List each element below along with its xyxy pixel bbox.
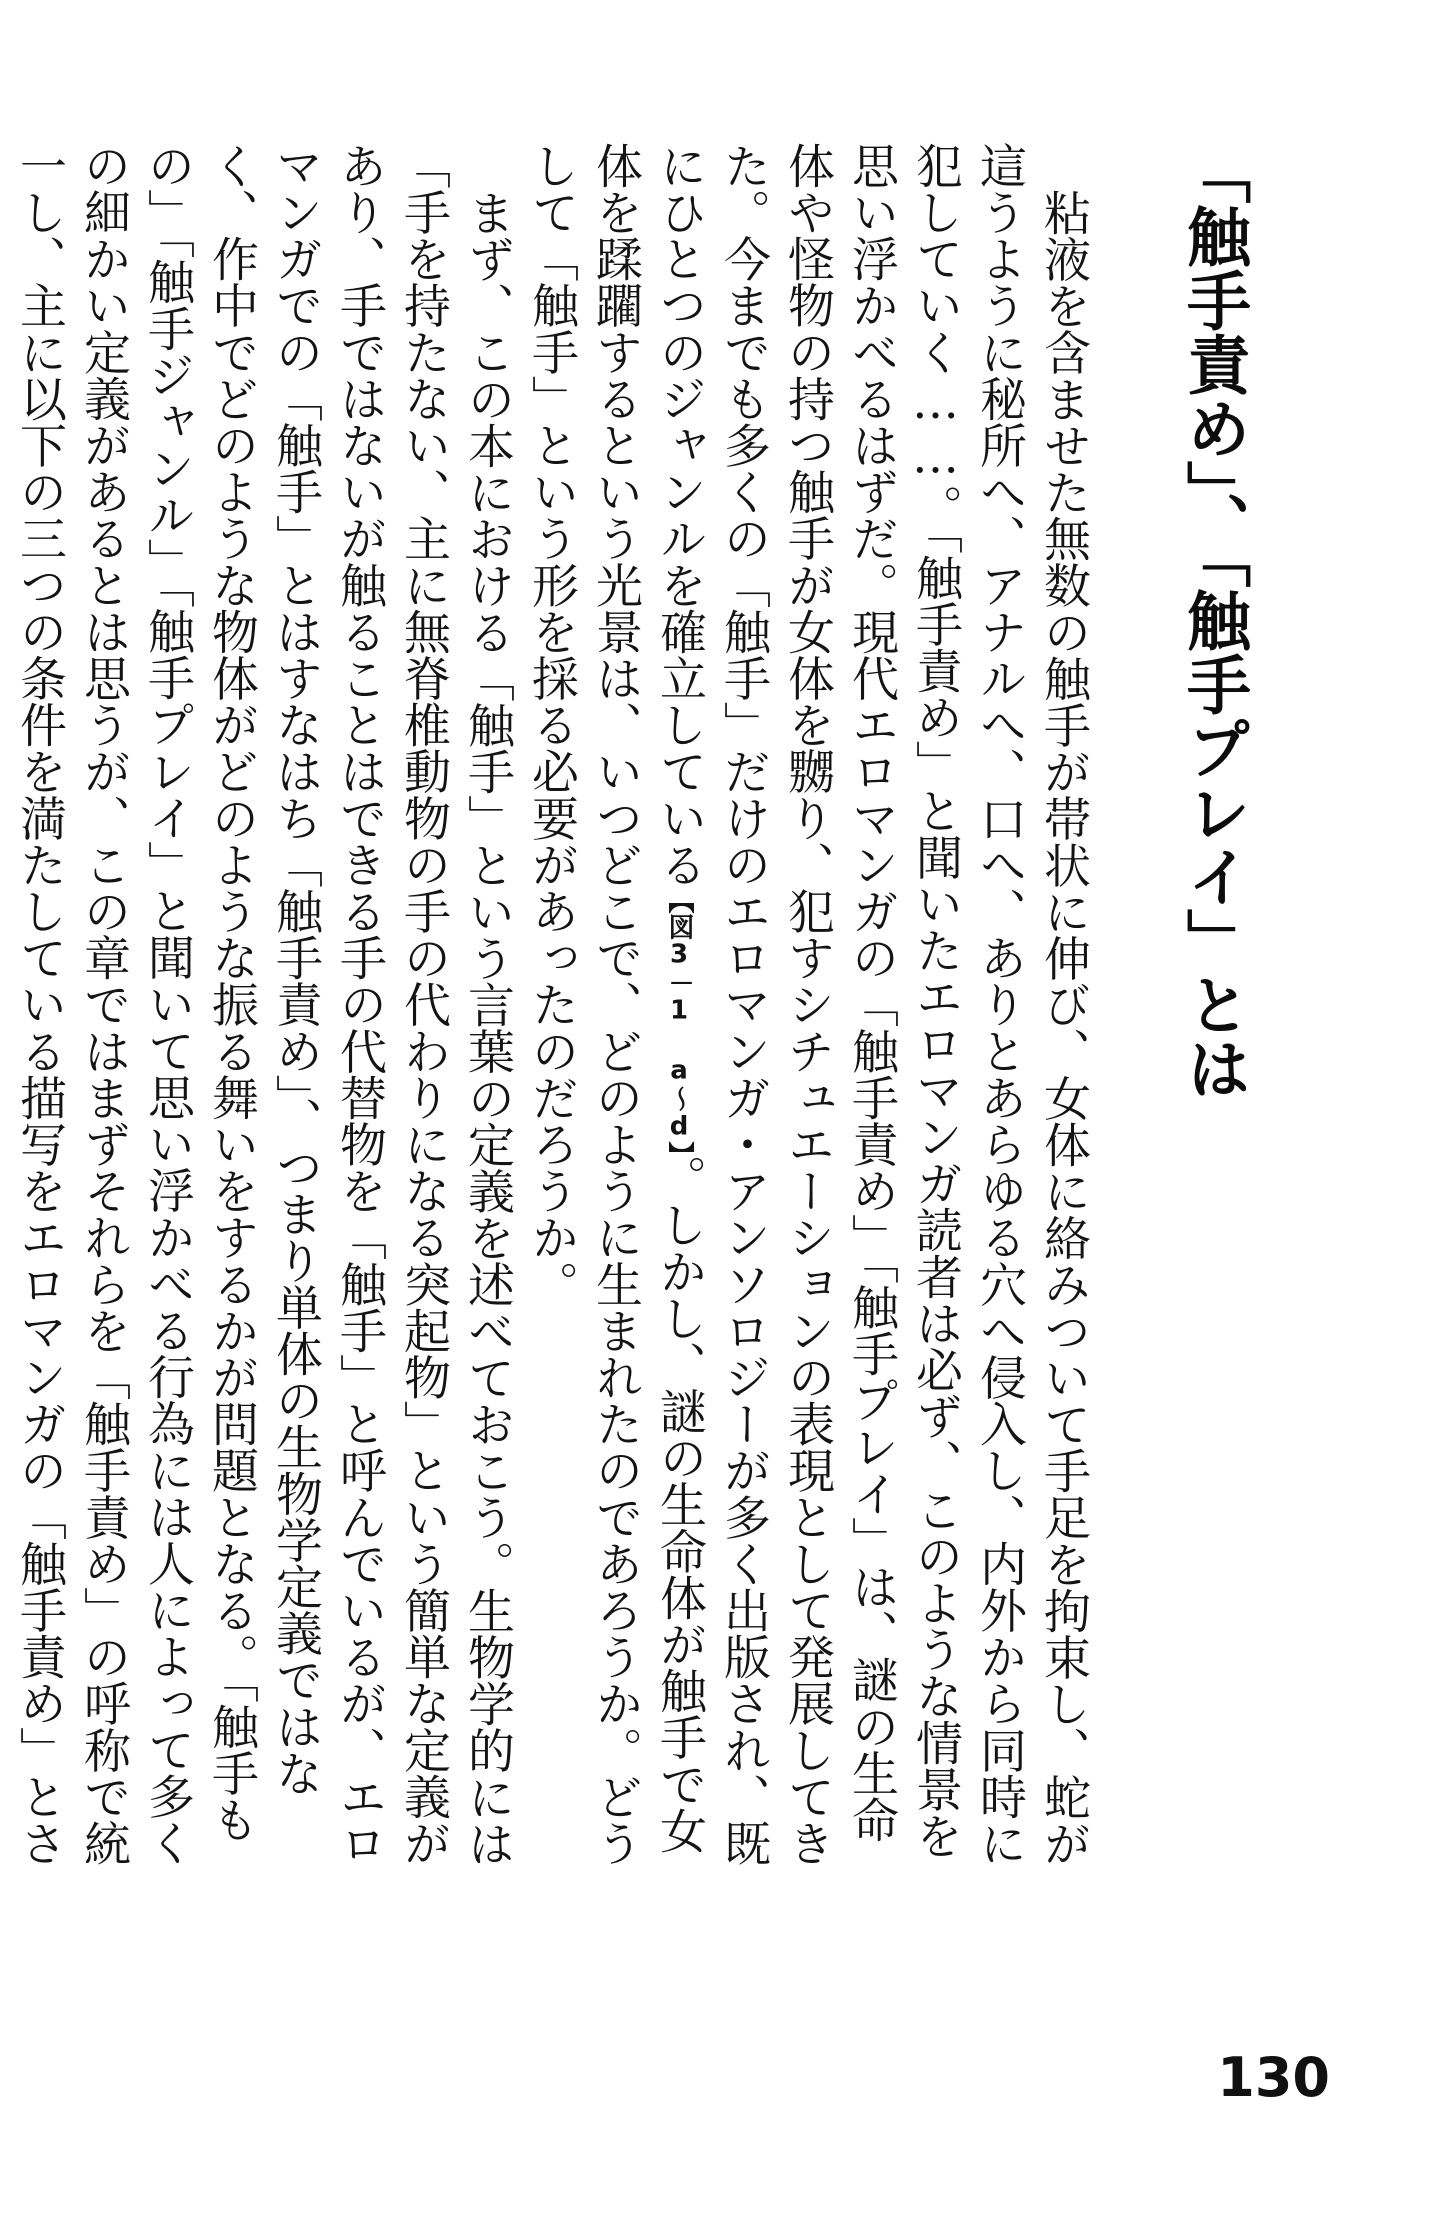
paragraph: [519, 142, 1095, 1887]
figure-reference: 【図3－1 a～d】: [664, 887, 694, 1155]
paragraph-text: 粘液を含ませた無数の触手が帯状に伸び、女体に絡みついて手足を拘束し、蛇が這うように秘所へ、アナルへ、口へ、ありとあらゆる穴へ侵入し、内外から同時に犯していく……。「触手責め」と聞いたエロマンガ読者は必ず、このような情景を思い浮かべるはずだ。現代エロマンガの「触手責め」「触手プレイ」は、謎の生命体や怪物の持つ触手が女体を嬲り、犯すシチュエーションの表現として発展してきた。今までも多くの「触手」だけのエロマンガ・アンソロジーが多く出版され、既にひとつのジャンルを確立している: [652, 142, 1091, 1867]
paragraph-text: まず、この本における「触手」という言葉の定義を述べておこう。生物学的には「手を持たない、主に無脊椎動物の手の代わりになる突起物」という簡単な定義があり、手ではないが触ることはできる手の代替物を「触手」と呼んでいるが、エロマンガでの「触手」とはすなはち「触手責め」、つまり単体の生物学定義ではなく、作中でどのような物体がどのような振る舞いをするかが問題となる。「触手もの」「触手ジャンル」「触手プレイ」と聞いて思い浮かべる行為には人によって多くの細かい定義があるとは思うが、この章ではまずそれらを「触手責め」の呼称で統一し、主に以下の三つの条件を満たしている描写をエロマンガの「触手責め」とさ: [12, 142, 515, 1867]
paragraph-text: 。しかし、謎の生命体が触手で女体を蹂躙するという光景は、いつどこで、どのように生まれたのであろうか。どうして「触手」という形を採る必要があったのだろうか。: [524, 142, 707, 1867]
section-heading: 「触手責め」、「触手プレイ」とは: [1176, 140, 1250, 1100]
paragraph: [7, 142, 519, 1887]
body-text: [12, 142, 1095, 1887]
page-number: 130: [1217, 2046, 1330, 2109]
